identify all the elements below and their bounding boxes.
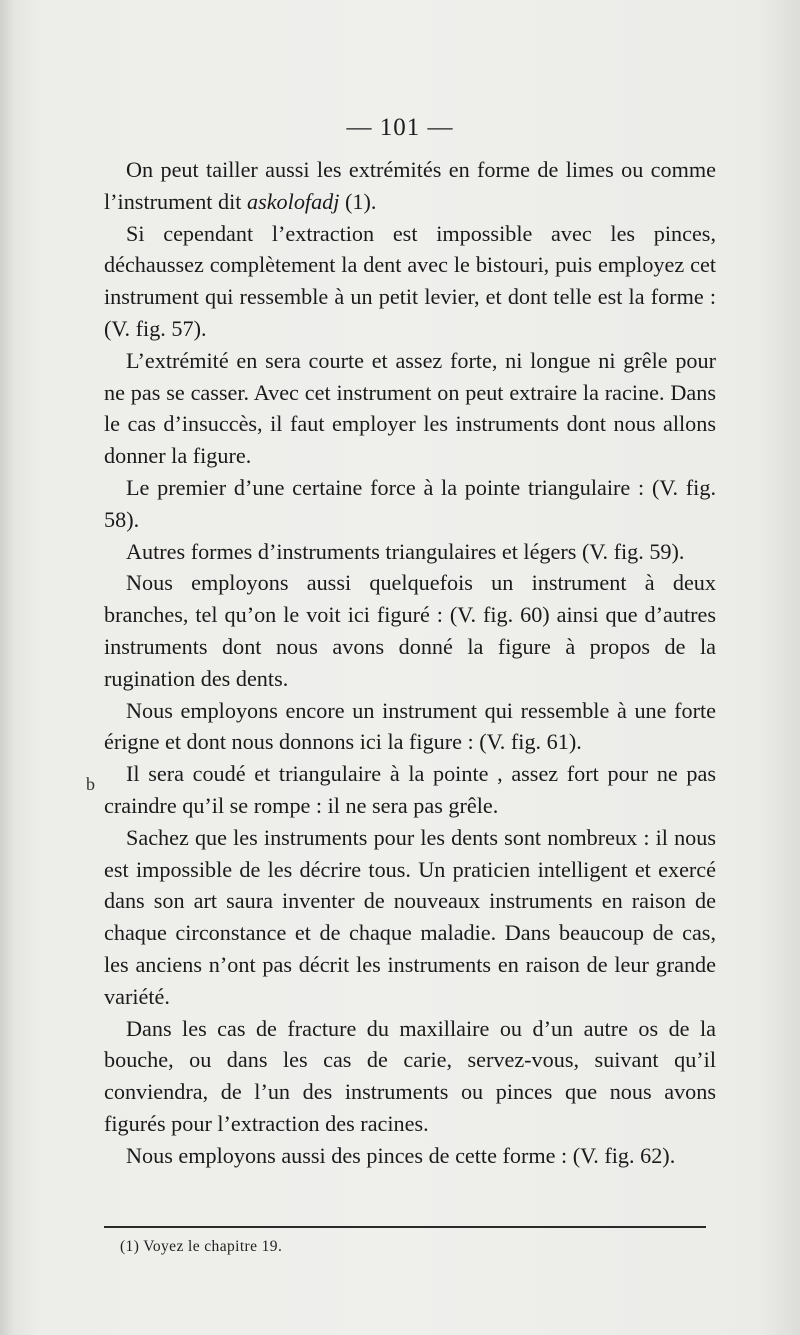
page-number: — 101 — bbox=[346, 114, 454, 141]
paragraph: Autres formes d’instruments triangulaires et légers (V. fig. 59). bbox=[126, 538, 685, 564]
paragraph: On peut tailler aussi les extrémités en forme de limes ou comme l’instrument dit askolofadj (1). bbox=[104, 157, 716, 214]
paragraph: Nous employons aussi des pinces de cette forme : (V. fig. 62). bbox=[126, 1142, 676, 1168]
paragraph: Nous employons encore un instrument qui ressemble à une forte érigne et dont nous donnons ici la figure : (V. fig. 61). bbox=[104, 697, 716, 755]
footnote: (1) Voyez le chapitre 19. bbox=[120, 1238, 283, 1255]
footnote-divider bbox=[104, 1226, 706, 1228]
paragraph: Si cependant l’extraction est impossible avec les pinces, déchaussez complètement la dent avec le bistouri, puis employez cet instrument qui ressemble à un petit levier, et dont telle est la forme : (V. fig. 57). bbox=[104, 220, 716, 341]
margin-mark: b bbox=[86, 774, 95, 794]
paragraph: Nous employons aussi quelquefois un instrument à deux branches, tel qu’on le voit ici figuré : (V. fig. 60) ainsi que d’autres instruments dont nous avons donné la figure à propos de la rugination des dents. bbox=[104, 570, 716, 691]
body-text bbox=[104, 154, 716, 1172]
paragraph: Sachez que les instruments pour les dents sont nombreux : il nous est impossible de les décrire tous. Un praticien intelligent et exercé dans son art saura inventer de nouveaux instruments en raison de chaque circonstance et de chaque maladie. Dans beaucoup de cas, les anciens n’ont pas décrit les instruments en raison de leur grande variété. bbox=[104, 824, 716, 1009]
paragraph: Il sera coudé et triangulaire à la pointe , assez fort pour ne pas craindre qu’il se rompe : il ne sera pas grêle. bbox=[104, 761, 716, 818]
paragraph: Le premier d’une certaine force à la pointe triangulaire : (V. fig. 58). bbox=[104, 474, 716, 532]
paragraph: Dans les cas de fracture du maxillaire ou d’un autre os de la bouche, ou dans les cas de carie, servez-vous, suivant qu’il conviendra, de l’un des instruments ou pinces que nous avons figurés pour l’extraction des racines. bbox=[104, 1015, 716, 1136]
italic-term: askolofadj bbox=[246, 188, 340, 214]
paragraph: L’extrémité en sera courte et assez forte, ni longue ni grêle pour ne pas se casser. Avec cet instrument on peut extraire la racine. Dans le cas d’insuccès, il faut employer les instruments dont nous allons donner la figure. bbox=[104, 347, 716, 469]
